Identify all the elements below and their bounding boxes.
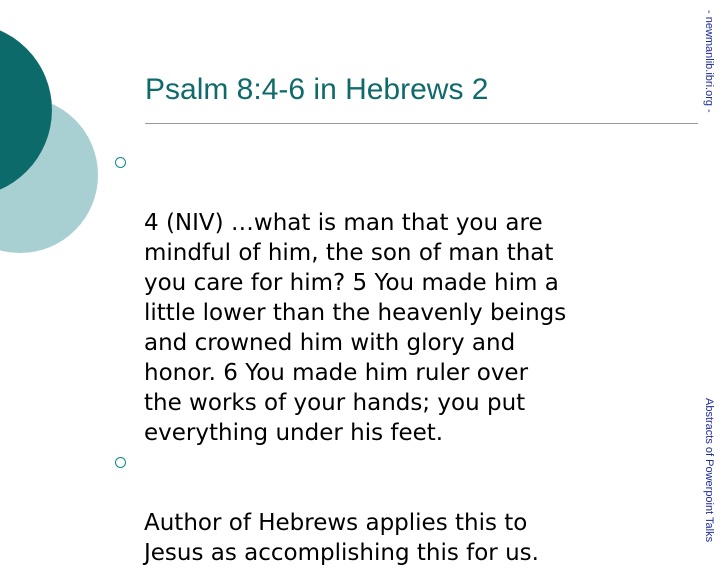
side-link-bottom[interactable]: Abstracts of Powerpoint Talks xyxy=(703,398,715,543)
hollow-circle-bullet-icon xyxy=(115,157,126,168)
bullet-text: 4 (NIV) …what is man that you are mindful of him, the son of man that you care for him? 5 You made him a little lower than the heavenly beings and crowned him with glory and honor. 6 You made him ruler over the works of your hands; you put everything under his feet. xyxy=(144,210,567,446)
side-link-top[interactable]: - newmanlib.ibri.org - xyxy=(703,10,715,113)
hollow-circle-bullet-icon xyxy=(115,457,126,468)
title-divider xyxy=(145,123,698,124)
bullet-item xyxy=(115,448,705,568)
bullet-list xyxy=(115,148,705,568)
decorative-circles xyxy=(0,0,110,300)
bullet-item xyxy=(115,148,705,448)
slide-title: Psalm 8:4-6 in Hebrews 2 xyxy=(145,73,489,106)
bullet-text: Author of Hebrews applies this to Jesus as accomplishing this for us. xyxy=(144,510,539,566)
